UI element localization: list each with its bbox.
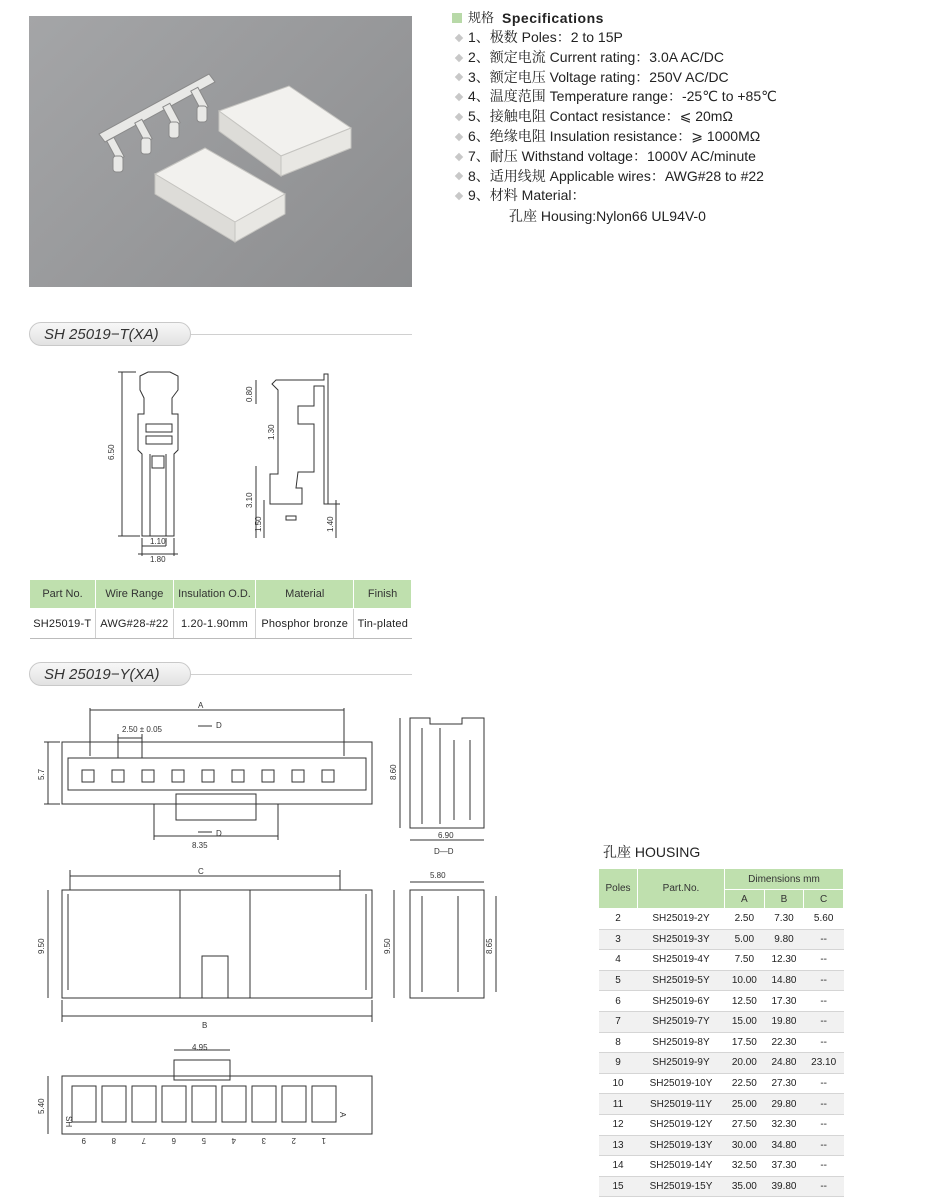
table-cell: Phosphor bronze <box>256 609 354 639</box>
spec-text: 8、适用线规 Applicable wires：AWG#28 to #22 <box>468 167 764 184</box>
table-cell: 14.80 <box>764 970 804 991</box>
table-cell: SH25019-T <box>30 609 96 639</box>
table-row <box>599 1176 844 1197</box>
table-row <box>30 609 412 639</box>
dim-label: 1.40 <box>326 516 335 532</box>
dim-label: 1.50 <box>254 516 263 532</box>
table-header-row <box>30 580 412 609</box>
table-cell: 3 <box>599 929 638 950</box>
table-cell: 9.80 <box>764 929 804 950</box>
dim-label: 1.30 <box>267 424 276 440</box>
housing-table-title: 孔座 HOUSING <box>603 844 701 860</box>
table-cell: 7 <box>599 1011 638 1032</box>
table-cell: SH25019-14Y <box>638 1156 725 1177</box>
spec-item <box>452 186 922 206</box>
table-cell: SH25019-13Y <box>638 1135 725 1156</box>
spec-item <box>452 127 922 147</box>
table-cell: 23.10 <box>804 1053 844 1074</box>
table-cell: -- <box>804 991 844 1012</box>
section-title-terminal: SH 25019−T(XA) <box>29 322 191 346</box>
spec-item <box>452 28 922 48</box>
table-cell: 27.50 <box>725 1114 765 1135</box>
table-cell: 32.30 <box>764 1114 804 1135</box>
table-row <box>599 1011 844 1032</box>
table-cell: 12.30 <box>764 950 804 971</box>
pin-number: 5 <box>201 1136 206 1145</box>
table-cell: 24.80 <box>764 1053 804 1074</box>
table-cell: -- <box>804 1094 844 1115</box>
housing-material: 孔座 Housing:Nylon66 UL94V-0 <box>509 208 706 225</box>
table-cell: 20.00 <box>725 1053 765 1074</box>
table-cell: 19.80 <box>764 1011 804 1032</box>
table-row <box>599 950 844 971</box>
table-cell: 32.50 <box>725 1156 765 1177</box>
dim-label: 3.10 <box>245 492 254 508</box>
dim-label: 6.90 <box>438 831 454 840</box>
table-cell: 15 <box>599 1176 638 1197</box>
table-cell: 25.00 <box>725 1094 765 1115</box>
table-cell: 35.00 <box>725 1176 765 1197</box>
spec-text: 4、温度范围 Temperature range：-25℃ to +85℃ <box>468 88 777 105</box>
table-cell: -- <box>804 1135 844 1156</box>
housing-image-1 <box>219 86 351 176</box>
table-row <box>599 1094 844 1115</box>
table-row <box>599 1073 844 1094</box>
table-cell: 17.50 <box>725 1032 765 1053</box>
table-cell: -- <box>804 950 844 971</box>
bullet-diamond-icon <box>455 93 463 101</box>
column-header: Finish <box>354 580 412 609</box>
bullet-diamond-icon <box>455 133 463 141</box>
table-cell: 5.00 <box>725 929 765 950</box>
table-cell: 37.30 <box>764 1156 804 1177</box>
table-cell: 4 <box>599 950 638 971</box>
section-divider <box>191 674 412 675</box>
housing-drawing <box>30 700 500 1170</box>
column-header: Part.No. <box>638 869 725 909</box>
dim-label: 6.50 <box>107 444 116 460</box>
table-cell: -- <box>804 1073 844 1094</box>
table-cell: 2.50 <box>725 909 765 930</box>
table-cell: 15.00 <box>725 1011 765 1032</box>
table-cell: -- <box>804 929 844 950</box>
table-cell: AWG#28-#22 <box>96 609 174 639</box>
column-header: Insulation O.D. <box>173 580 256 609</box>
dim-label: 8.35 <box>192 841 208 850</box>
table-cell: 11 <box>599 1094 638 1115</box>
table-cell: SH25019-3Y <box>638 929 725 950</box>
dim-label: 0.80 <box>245 386 254 402</box>
pin-number: 6 <box>171 1136 176 1145</box>
table-row <box>599 991 844 1012</box>
column-header: C <box>804 890 844 909</box>
table-cell: 1.20-1.90mm <box>173 609 256 639</box>
dim-label: A <box>198 701 204 710</box>
dim-label: A <box>338 1112 347 1118</box>
table-cell: SH25019-8Y <box>638 1032 725 1053</box>
column-header: Material <box>256 580 354 609</box>
dim-label: 5.7 <box>37 768 46 780</box>
dim-label: 8.65 <box>485 938 494 954</box>
bullet-diamond-icon <box>455 34 463 42</box>
spec-item <box>452 107 922 127</box>
column-header: Poles <box>599 869 638 909</box>
table-row <box>599 1135 844 1156</box>
table-cell: 39.80 <box>764 1176 804 1197</box>
table-row <box>599 1156 844 1177</box>
column-header: Wire Range <box>96 580 174 609</box>
pin-number: 9 <box>81 1136 86 1145</box>
column-header: Part No. <box>30 580 96 609</box>
dim-label: 2.50 ± 0.05 <box>122 725 162 734</box>
pin-number: 4 <box>231 1136 236 1145</box>
section-divider <box>191 334 412 335</box>
dim-label: 1.80 <box>150 555 166 564</box>
table-cell: 17.30 <box>764 991 804 1012</box>
dim-label: 4.95 <box>192 1043 208 1052</box>
dim-label: D <box>216 829 222 838</box>
table-cell: 12 <box>599 1114 638 1135</box>
table-cell: Tin-plated <box>354 609 412 639</box>
bullet-diamond-icon <box>455 53 463 61</box>
dim-label: C <box>198 867 204 876</box>
table-cell: SH25019-5Y <box>638 970 725 991</box>
spec-item <box>452 167 922 187</box>
bullet-square-icon <box>452 13 462 23</box>
dim-label: 5.80 <box>430 871 446 880</box>
table-cell: 8 <box>599 1032 638 1053</box>
spec-text: 2、额定电流 Current rating：3.0A AC/DC <box>468 48 724 65</box>
specs-title-en: Specifications <box>502 10 604 26</box>
pin-number: 3 <box>261 1136 266 1145</box>
table-row <box>599 970 844 991</box>
table-cell: 34.80 <box>764 1135 804 1156</box>
table-cell: SH25019-11Y <box>638 1094 725 1115</box>
table-cell: -- <box>804 1156 844 1177</box>
dim-label: 1.10 <box>150 537 166 546</box>
table-cell: 6 <box>599 991 638 1012</box>
table-cell: -- <box>804 1176 844 1197</box>
table-cell: 29.80 <box>764 1094 804 1115</box>
column-header: A <box>725 890 765 909</box>
table-cell: 30.00 <box>725 1135 765 1156</box>
table-row <box>599 1032 844 1053</box>
pin-number: 8 <box>111 1136 116 1145</box>
spec-item <box>452 147 922 167</box>
table-cell: 5 <box>599 970 638 991</box>
table-row <box>599 929 844 950</box>
pin-number: 7 <box>141 1136 146 1145</box>
table-cell: SH25019-9Y <box>638 1053 725 1074</box>
spec-item <box>452 68 922 88</box>
table-cell: 22.50 <box>725 1073 765 1094</box>
table-cell: SH25019-2Y <box>638 909 725 930</box>
product-photo <box>29 16 412 287</box>
bullet-diamond-icon <box>455 73 463 81</box>
spec-text: 9、材料 Material： <box>468 187 586 204</box>
table-cell: SH25019-7Y <box>638 1011 725 1032</box>
spec-item <box>452 87 922 107</box>
spec-item <box>452 48 922 68</box>
dim-label: 8.60 <box>389 764 398 780</box>
spec-text: 1、极数 Poles：2 to 15P <box>468 29 623 45</box>
table-cell: -- <box>804 970 844 991</box>
table-cell: 14 <box>599 1156 638 1177</box>
dim-label: SH <box>64 1116 73 1128</box>
dim-label: D—D <box>434 847 454 856</box>
bullet-diamond-icon <box>455 172 463 180</box>
spec-text: 6、绝缘电阻 Insulation resistance：⩾ 1000MΩ <box>468 127 761 144</box>
column-header: B <box>764 890 804 909</box>
table-cell: SH25019-15Y <box>638 1176 725 1197</box>
table-cell: 7.50 <box>725 950 765 971</box>
specifications-header <box>452 8 922 28</box>
dim-label: B <box>202 1021 208 1030</box>
table-cell: -- <box>804 1032 844 1053</box>
dim-label: 9.50 <box>37 938 46 954</box>
specifications <box>452 8 922 226</box>
table-header-row <box>599 869 844 890</box>
bullet-diamond-icon <box>455 152 463 160</box>
housing-table <box>598 868 844 1197</box>
table-cell: SH25019-12Y <box>638 1114 725 1135</box>
table-cell: 10.00 <box>725 970 765 991</box>
table-row <box>599 1053 844 1074</box>
terminal-table <box>29 579 412 639</box>
table-cell: SH25019-6Y <box>638 991 725 1012</box>
table-cell: 7.30 <box>764 909 804 930</box>
bullet-diamond-icon <box>455 113 463 121</box>
dim-label: D <box>216 721 222 730</box>
table-cell: 27.30 <box>764 1073 804 1094</box>
bullet-diamond-icon <box>455 192 463 200</box>
table-cell: 12.50 <box>725 991 765 1012</box>
table-cell: 2 <box>599 909 638 930</box>
table-cell: -- <box>804 1114 844 1135</box>
column-header: Dimensions mm <box>725 869 844 890</box>
terminal-drawing <box>100 370 360 570</box>
table-row <box>599 1114 844 1135</box>
table-cell: SH25019-10Y <box>638 1073 725 1094</box>
dim-label: 5.40 <box>37 1098 46 1114</box>
table-cell: -- <box>804 1011 844 1032</box>
table-cell: SH25019-4Y <box>638 950 725 971</box>
table-row <box>599 909 844 930</box>
table-cell: 9 <box>599 1053 638 1074</box>
table-cell: 10 <box>599 1073 638 1094</box>
pin-number: 1 <box>321 1136 326 1145</box>
table-cell: 22.30 <box>764 1032 804 1053</box>
section-title-housing: SH 25019−Y(XA) <box>29 662 191 686</box>
dim-label: 9.50 <box>383 938 392 954</box>
spec-text: 7、耐压 Withstand voltage：1000V AC/minute <box>468 147 756 164</box>
pin-number: 2 <box>291 1136 296 1145</box>
spec-text: 3、额定电压 Voltage rating：250V AC/DC <box>468 68 729 85</box>
specs-title-cn: 规格 <box>468 10 495 25</box>
table-cell: 13 <box>599 1135 638 1156</box>
spec-text: 5、接触电阻 Contact resistance：⩽ 20mΩ <box>468 108 733 125</box>
table-cell: 5.60 <box>804 909 844 930</box>
